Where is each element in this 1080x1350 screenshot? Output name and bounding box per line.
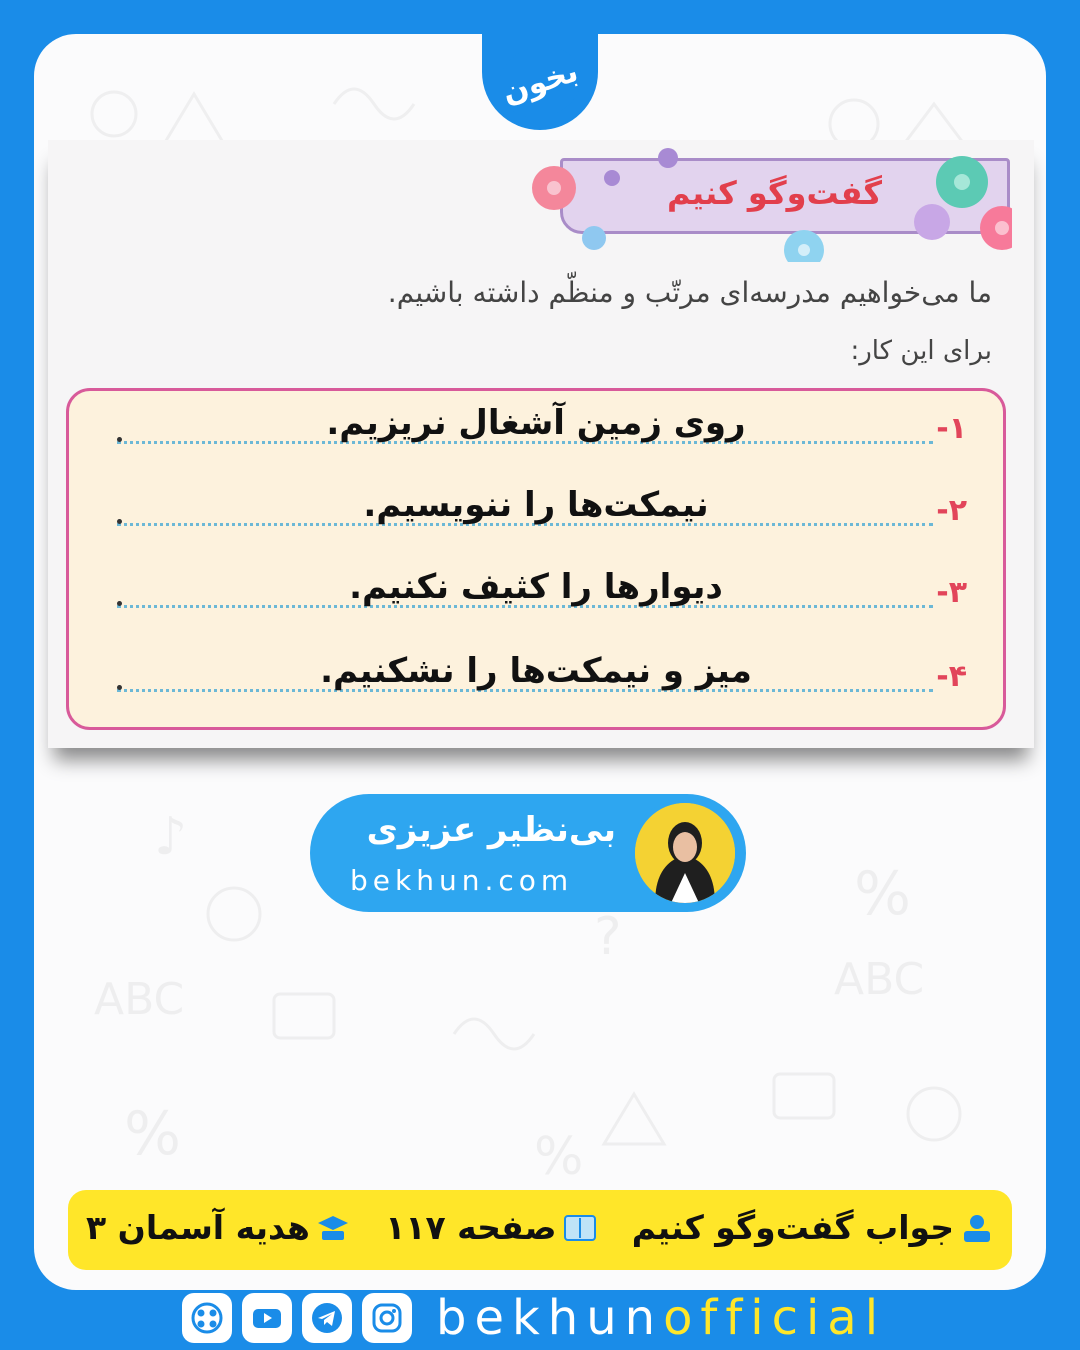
answers-box	[66, 388, 1006, 730]
author-website[interactable]: bekhun.com	[350, 864, 574, 897]
svg-text:ABC: ABC	[94, 974, 185, 1025]
answer-row	[69, 645, 1003, 705]
logo-text: بخون	[489, 36, 591, 129]
author-badge[interactable]	[310, 794, 746, 912]
section-banner	[532, 148, 992, 262]
answer-row	[69, 479, 1003, 539]
svg-text:%: %	[854, 859, 912, 929]
teacher-icon	[960, 1213, 994, 1243]
telegram-icon[interactable]	[302, 1293, 352, 1343]
textbook-page	[48, 140, 1034, 748]
answer-number: ۲-	[936, 493, 967, 528]
avatar	[630, 798, 740, 908]
answer-text: روی زمین آشغال نریزیم.	[326, 403, 746, 443]
answer-segment	[632, 1208, 994, 1247]
svg-text:%: %	[534, 1127, 584, 1187]
answer-row	[69, 561, 1003, 621]
graduation-cap-icon	[316, 1213, 350, 1243]
instagram-icon[interactable]	[362, 1293, 412, 1343]
for-this-label: برای این کار:	[850, 336, 992, 366]
youtube-icon[interactable]	[242, 1293, 292, 1343]
svg-text:%: %	[124, 1099, 182, 1169]
brand-part-1: bekhun	[436, 1290, 664, 1346]
brand-part-2: official	[663, 1290, 887, 1346]
answer-text: نیمکت‌ها را ننویسیم.	[363, 485, 709, 525]
svg-text:♪: ♪	[154, 807, 188, 867]
footer-text	[86, 1208, 994, 1247]
main-card	[34, 34, 1046, 1290]
page-label: صفحه ۱۱۷	[385, 1208, 557, 1247]
book-icon	[563, 1213, 597, 1243]
answer-text: میز و نیمکت‌ها را نشکنیم.	[320, 651, 752, 691]
answer-number: ۴-	[936, 659, 967, 694]
aparat-icon[interactable]	[182, 1293, 232, 1343]
social-links	[182, 1290, 886, 1346]
footer-info-strip	[68, 1190, 1012, 1270]
answer-number: ۱-	[936, 411, 967, 446]
page-segment	[385, 1208, 596, 1247]
svg-text:ABC: ABC	[834, 954, 925, 1005]
teacher-avatar-icon	[635, 803, 735, 903]
author-name: بی‌نظیر عزیزی	[366, 810, 616, 850]
book-segment	[86, 1208, 350, 1247]
intro-text: ما می‌خواهیم مدرسه‌ای مرتّب و منظّم داشته باشیم.	[387, 276, 992, 309]
svg-text:?: ?	[594, 907, 622, 967]
answer-text: دیوارها را کثیف نکنیم.	[349, 567, 723, 607]
bekhun-logo	[482, 34, 598, 130]
answer-label: جواب گفت‌وگو کنیم	[631, 1208, 954, 1247]
answer-number: ۳-	[936, 575, 967, 610]
book-label: هدیه آسمان ۳	[86, 1208, 310, 1247]
brand-handle[interactable]	[436, 1290, 886, 1346]
answer-row	[69, 397, 1003, 457]
banner-title: گفت‌وگو کنیم	[666, 174, 882, 212]
